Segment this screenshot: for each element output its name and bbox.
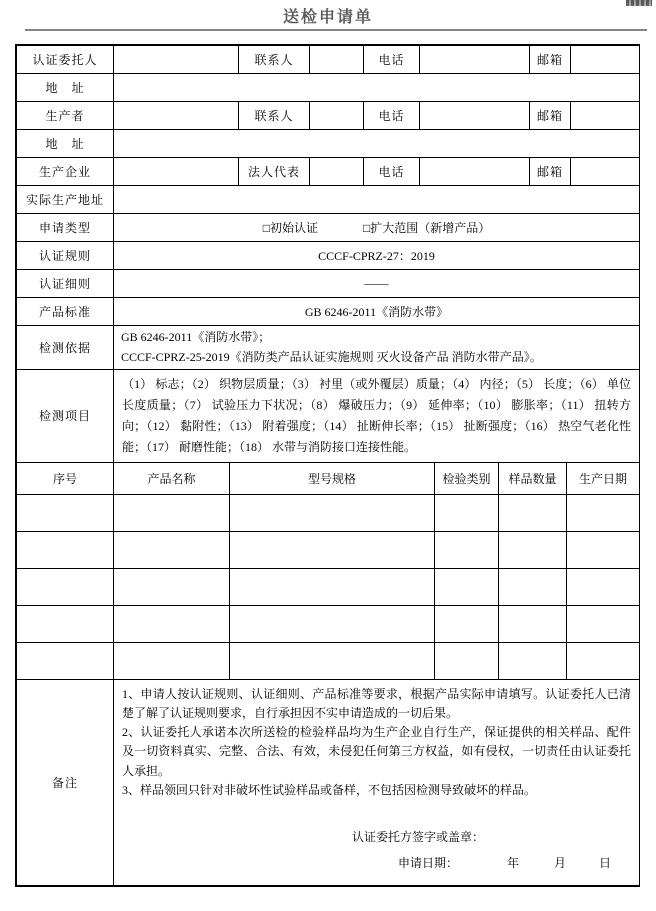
product-cell-empty[interactable] bbox=[499, 605, 567, 642]
product-cell-empty[interactable] bbox=[567, 531, 640, 568]
product-cell-empty[interactable] bbox=[567, 568, 640, 605]
product-cell-empty[interactable] bbox=[435, 494, 499, 531]
checkbox-scope-expansion[interactable]: □扩大范围（新增产品） bbox=[363, 221, 491, 235]
product-cell-empty[interactable] bbox=[17, 568, 114, 605]
row-remark bbox=[17, 679, 640, 885]
remark-label: 备注 bbox=[17, 679, 114, 885]
col-header-inspection-type: 检验类别 bbox=[435, 462, 499, 494]
row-producer-address bbox=[17, 130, 640, 158]
product-cell-empty[interactable] bbox=[114, 531, 230, 568]
producer-phone-label: 电话 bbox=[364, 102, 420, 130]
producer-input[interactable] bbox=[114, 102, 239, 130]
product-cell-empty[interactable] bbox=[230, 531, 435, 568]
applicant-input[interactable] bbox=[114, 46, 239, 74]
enterprise-email-label: 邮箱 bbox=[530, 158, 571, 186]
applicant-phone-label: 电话 bbox=[364, 46, 420, 74]
row-enterprise bbox=[17, 158, 640, 186]
enterprise-label: 生产企业 bbox=[17, 158, 114, 186]
product-cell-empty[interactable] bbox=[499, 494, 567, 531]
application-type-label: 申请类型 bbox=[17, 214, 114, 242]
product-cell-empty[interactable] bbox=[567, 642, 640, 679]
row-test-basis bbox=[17, 326, 640, 370]
product-cell-empty[interactable] bbox=[230, 642, 435, 679]
product-cell-empty[interactable] bbox=[499, 642, 567, 679]
producer-label: 生产者 bbox=[17, 102, 114, 130]
remark-table bbox=[16, 679, 640, 886]
test-basis-line1: GB 6246-2011《消防水带》； bbox=[121, 330, 271, 344]
info-table bbox=[16, 45, 640, 463]
application-date-label: 申请日期： bbox=[398, 855, 459, 870]
product-row-1 bbox=[17, 494, 640, 531]
enterprise-legal-rep-input[interactable] bbox=[310, 158, 364, 186]
title-divider bbox=[25, 29, 647, 31]
product-cell-empty[interactable] bbox=[114, 494, 230, 531]
product-cell-empty[interactable] bbox=[567, 605, 640, 642]
product-cell-empty[interactable] bbox=[17, 494, 114, 531]
product-row-5 bbox=[17, 642, 640, 679]
col-header-model-spec: 型号规格 bbox=[230, 462, 435, 494]
cert-detail-value: —— bbox=[114, 270, 640, 298]
month-label: 月 bbox=[554, 855, 567, 870]
product-cell-empty[interactable] bbox=[435, 568, 499, 605]
product-cell-empty[interactable] bbox=[17, 531, 114, 568]
row-cert-rule bbox=[17, 242, 640, 270]
applicant-contact-input[interactable] bbox=[310, 46, 364, 74]
applicant-email-input[interactable] bbox=[571, 46, 640, 74]
product-cell-empty[interactable] bbox=[499, 568, 567, 605]
applicant-address-label: 地 址 bbox=[17, 74, 114, 102]
enterprise-email-input[interactable] bbox=[571, 158, 640, 186]
test-items-value: （1） 标志；（2） 织物层质量；（3） 衬里（或外覆层）质量；（4） 内径；（5） 长度；（6） 单位长度质量；（7） 试验压力下状况；（8） 爆破压力；（9） 延伸率；（10） 膨胀率；（11） 扭转方向；（12） 黏附性；（13） 附着强度；（14） 扯断伸长率；（15） 扯断强度；（16） 热空气老化性能；（17） 耐磨性能；（18） 水带与消防接口连接性能。 bbox=[114, 369, 640, 462]
cert-rule-value: CCCF-CPRZ-27：2019 bbox=[114, 242, 640, 270]
row-producer bbox=[17, 102, 640, 130]
row-product-standard bbox=[17, 298, 640, 326]
product-cell-empty[interactable] bbox=[114, 568, 230, 605]
test-basis-value bbox=[114, 326, 640, 370]
row-application-type bbox=[17, 214, 640, 242]
checkbox-initial-certification[interactable]: □初始认证 bbox=[262, 221, 318, 235]
remark-content bbox=[114, 679, 640, 885]
remark-note-3: 3、样品领回只针对非破坏性试验样品或备样，不包括因检测导致破坏的样品。 bbox=[122, 782, 537, 797]
enterprise-phone-label: 电话 bbox=[364, 158, 420, 186]
test-basis-label: 检测依据 bbox=[17, 326, 114, 370]
product-standard-label: 产品标准 bbox=[17, 298, 114, 326]
signature-label: 认证委托方签字或盖章： bbox=[352, 829, 485, 844]
row-actual-address bbox=[17, 186, 640, 214]
producer-phone-input[interactable] bbox=[420, 102, 530, 130]
product-table bbox=[16, 462, 640, 680]
product-table-header-row bbox=[17, 462, 640, 494]
remark-note-1: 1、申请人按认证规则、认证细则、产品标准等要求，根据产品实际申请填写。认证委托人已清楚了解了认证规则要求，自行承担因不实申请造成的一切后果。 bbox=[122, 686, 631, 720]
cert-detail-label: 认证细则 bbox=[17, 270, 114, 298]
actual-address-input[interactable] bbox=[114, 186, 640, 214]
day-label: 日 bbox=[599, 855, 612, 870]
applicant-email-label: 邮箱 bbox=[530, 46, 571, 74]
enterprise-input[interactable] bbox=[114, 158, 239, 186]
product-cell-empty[interactable] bbox=[230, 568, 435, 605]
product-cell-empty[interactable] bbox=[230, 605, 435, 642]
application-form bbox=[15, 44, 640, 887]
product-cell-empty[interactable] bbox=[114, 642, 230, 679]
enterprise-legal-rep-label: 法人代表 bbox=[239, 158, 310, 186]
test-items-label: 检测项目 bbox=[17, 369, 114, 462]
row-applicant bbox=[17, 46, 640, 74]
applicant-address-input[interactable] bbox=[114, 74, 640, 102]
row-applicant-address bbox=[17, 74, 640, 102]
cutoff-stamp-fragment bbox=[626, 0, 652, 6]
row-test-items bbox=[17, 369, 640, 462]
applicant-contact-label: 联系人 bbox=[239, 46, 310, 74]
product-row-2 bbox=[17, 531, 640, 568]
signature-block bbox=[122, 828, 631, 879]
page-title: 送检申请单 bbox=[282, 9, 373, 26]
product-cell-empty[interactable] bbox=[567, 494, 640, 531]
product-cell-empty[interactable] bbox=[114, 605, 230, 642]
product-cell-empty[interactable] bbox=[435, 605, 499, 642]
test-basis-line2: CCCF-CPRZ-25-2019《消防类产品认证实施规则 灭火设备产品 消防水带产品》。 bbox=[121, 350, 542, 365]
remark-note-2: 2、认证委托人承诺本次所送检的检验样品均为生产企业自行生产，保证提供的相关样品、配件及一切资料真实、完整、合法、有效，未侵犯任何第三方权益，如有侵权，一切责任由认证委托人承担。 bbox=[122, 725, 631, 778]
col-header-production-date: 生产日期 bbox=[567, 462, 640, 494]
product-cell-empty[interactable] bbox=[17, 642, 114, 679]
product-standard-value: GB 6246-2011《消防水带》 bbox=[114, 298, 640, 326]
product-cell-empty[interactable] bbox=[17, 605, 114, 642]
col-header-serial-no: 序号 bbox=[17, 462, 114, 494]
product-cell-empty[interactable] bbox=[499, 531, 567, 568]
product-row-3 bbox=[17, 568, 640, 605]
product-cell-empty[interactable] bbox=[435, 642, 499, 679]
application-type-options bbox=[114, 214, 640, 242]
product-cell-empty[interactable] bbox=[230, 494, 435, 531]
producer-email-input[interactable] bbox=[571, 102, 640, 130]
producer-address-input[interactable] bbox=[114, 130, 640, 158]
row-cert-detail bbox=[17, 270, 640, 298]
product-row-4 bbox=[17, 605, 640, 642]
producer-contact-input[interactable] bbox=[310, 102, 364, 130]
year-label: 年 bbox=[507, 855, 520, 870]
producer-address-label: 地 址 bbox=[17, 130, 114, 158]
producer-email-label: 邮箱 bbox=[530, 102, 571, 130]
enterprise-phone-input[interactable] bbox=[420, 158, 530, 186]
col-header-product-name: 产品名称 bbox=[114, 462, 230, 494]
producer-contact-label: 联系人 bbox=[239, 102, 310, 130]
applicant-label: 认证委托人 bbox=[17, 46, 114, 74]
actual-address-label: 实际生产地址 bbox=[17, 186, 114, 214]
cert-rule-label: 认证规则 bbox=[17, 242, 114, 270]
product-cell-empty[interactable] bbox=[435, 531, 499, 568]
applicant-phone-input[interactable] bbox=[420, 46, 530, 74]
col-header-sample-qty: 样品数量 bbox=[499, 462, 567, 494]
